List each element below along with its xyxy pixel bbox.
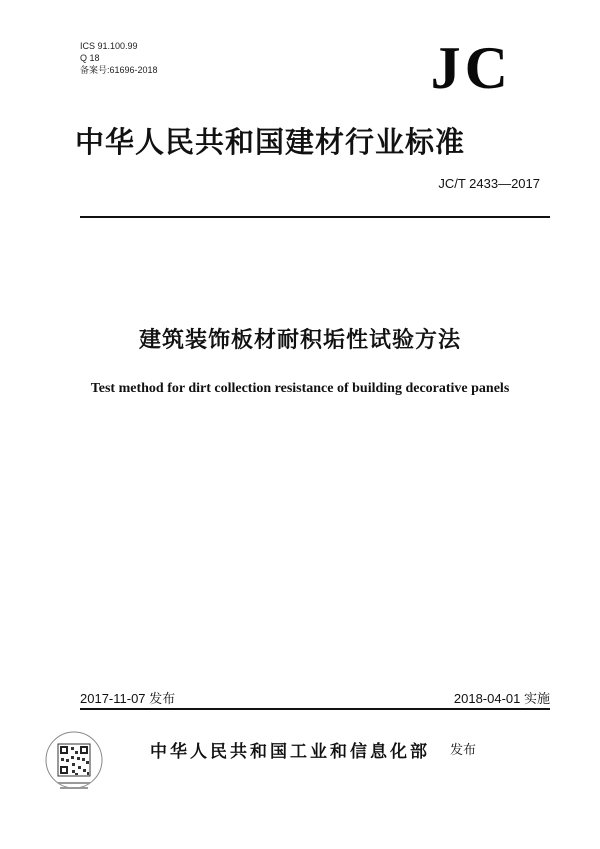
issuer-publish-label: 发布 (450, 743, 477, 758)
title-chinese: 建筑装饰板材耐积垢性试验方法 (138, 328, 461, 353)
top-divider (80, 216, 550, 218)
ics-code: ICS 91.100.99 (80, 41, 138, 51)
title-english: Test method for dirt collection resistance of building decorative panels (90, 381, 510, 396)
implementation-date: 2018-04-01 实施 (453, 691, 550, 706)
issuing-authority: 中华人民共和国工业和信息化部 (150, 742, 430, 762)
bottom-divider (80, 708, 550, 710)
record-number: 备案号:61696-2018 (80, 65, 158, 75)
standard-number: JC/T 2433—2017 (438, 176, 540, 191)
ccs-code: Q 18 (80, 53, 100, 63)
jc-logo: JC (430, 35, 512, 101)
qr-code-icon (44, 728, 104, 798)
issue-date: 2017-11-07 发布 (80, 691, 176, 706)
standard-category: 中华人民共和国建材行业标准 (75, 125, 466, 159)
